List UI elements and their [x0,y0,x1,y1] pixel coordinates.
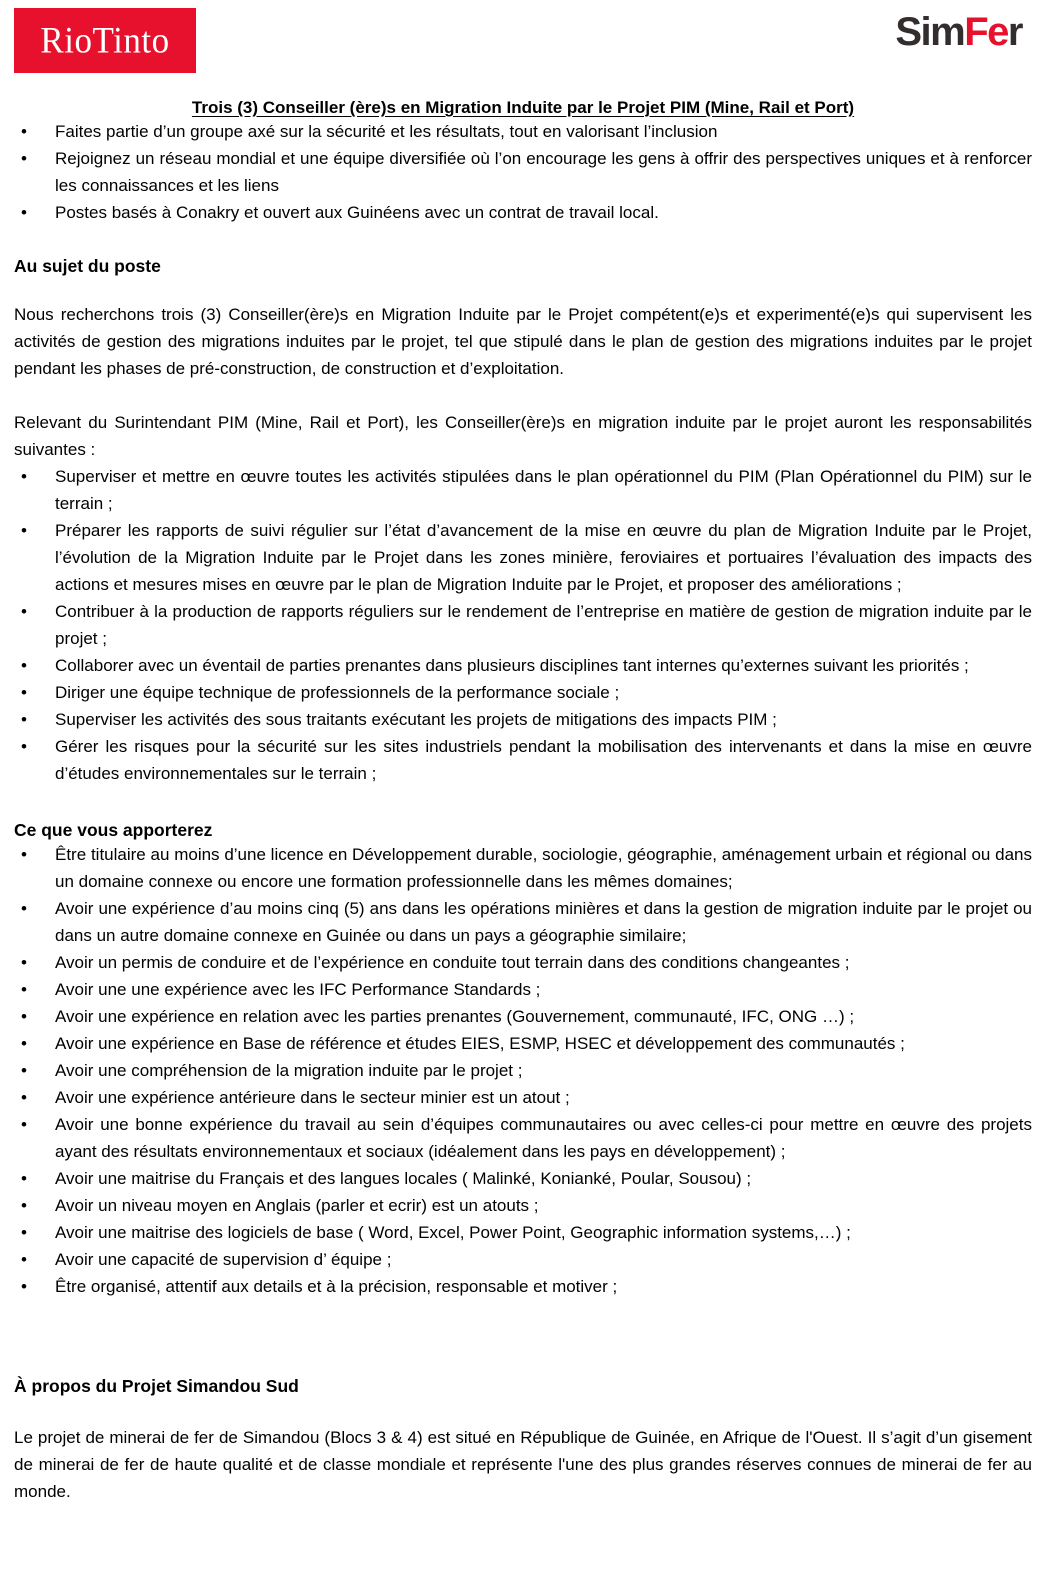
simfer-logo-text-fe: Fe [964,10,1008,54]
simfer-logo-text-sim: Sim [895,10,965,54]
list-item: • Avoir une expérience antérieure dans le secteur minier est un atout ; [14,1084,1032,1111]
list-item: • Avoir une expérience d’au moins cinq (5) ans dans les opérations minières et dans la gestion de migration induite par le projet ou dans un autre domaine connexe en Guinée ou dans un pays a géographie similaire; [14,895,1032,949]
list-item: • Avoir une capacité de supervision d’ équipe ; [14,1246,1032,1273]
list-item: • Collaborer avec un éventail de parties prenantes dans plusieurs disciplines tant internes qu’externes suivant les priorités ; [14,652,1032,679]
section-heading-about-role: Au sujet du poste [14,256,161,276]
list-item: • Être organisé, attentif aux details et à la précision, responsable et motiver ; [14,1273,1032,1300]
list-item: • Faites partie d’un groupe axé sur la sécurité et les résultats, tout en valorisant l’inclusion [14,118,1032,145]
list-item: • Gérer les risques pour la sécurité sur les sites industriels pendant la mobilisation des intervenants et dans la mise en œuvre d’études environnementales sur le terrain ; [14,733,1032,787]
list-item: • Avoir une maitrise des logiciels de base ( Word, Excel, Power Point, Geographic information systems,…) ; [14,1219,1032,1246]
simfer-logo-text-r: r [1007,10,1022,54]
list-item: • Avoir une une expérience avec les IFC Performance Standards ; [14,976,1032,1003]
list-item: • Superviser et mettre en œuvre toutes les activités stipulées dans le plan opérationnel du PIM (Plan Opérationnel du PIM) sur le terrain ; [14,463,1032,517]
list-item: • Avoir une bonne expérience du travail au sein d’équipes communautaires ou avec celles-ci pour mettre en œuvre des projets ayant des résultats environnementaux et sociaux (idéalement dans les pays en développement) ; [14,1111,1032,1165]
about-role-paragraph-1: Nous recherchons trois (3) Conseiller(ère)s en Migration Induite par le Projet compétent(e)s et experimenté(e)s qui supervisent les activités de gestion des migrations induites par le projet, tel que stipulé dans le plan de gestion des migrations induites par le projet pendant les phases de pré-construction, de construction et d’exploitation. [14,305,1032,378]
section-heading-what-you-bring: Ce que vous apporterez [14,820,213,840]
list-item: • Préparer les rapports de suivi régulier sur l’état d’avancement de la mise en œuvre du plan de Migration Induite par le Projet, l’évolution de la Migration Induite par le Projet dans les zones minière, feroviaires et portuaires l’évaluation des impacts des actions et mesures mises en œuvre par le plan de Migration Induite par le Projet, et proposer des améliorations ; [14,517,1032,598]
riotinto-logo-text: RioTinto [40,19,170,61]
list-item: • Avoir un permis de conduire et de l’expérience en conduite tout terrain dans des conditions changeantes ; [14,949,1032,976]
list-item: • Rejoignez un réseau mondial et une équipe diversifiée où l’on encourage les gens à offrir des perspectives uniques et à renforcer les connaissances et les liens [14,145,1032,199]
section-heading-about-project: À propos du Projet Simandou Sud [14,1376,299,1396]
list-item: • Avoir une expérience en Base de référence et études EIES, ESMP, HSEC et développement des communautés ; [14,1030,1032,1057]
simfer-logo [895,12,1022,52]
intro-bullet-list [14,118,1032,226]
list-item: • Contribuer à la production de rapports réguliers sur le rendement de l’entreprise en matière de gestion de migration induite par le projet ; [14,598,1032,652]
about-project-paragraph: Le projet de minerai de fer de Simandou (Blocs 3 & 4) est situé en République de Guinée, en Afrique de l'Ouest. Il s’agit d’un gisement de minerai de fer de haute qualité et de classe mondiale et représente l'une des plus grandes réserves connues de minerai de fer au monde. [14,1428,1032,1501]
what-you-bring-list [14,841,1032,1300]
list-item: • Avoir une expérience en relation avec les parties prenantes (Gouvernement, communauté, IFC, ONG …) ; [14,1003,1032,1030]
list-item: • Postes basés à Conakry et ouvert aux Guinéens avec un contrat de travail local. [14,199,1032,226]
riotinto-logo [14,8,196,73]
list-item: • Avoir une maitrise du Français et des langues locales ( Malinké, Konianké, Poular, Sousou) ; [14,1165,1032,1192]
list-item: • Superviser les activités des sous traitants exécutant les projets de mitigations des impacts PIM ; [14,706,1032,733]
list-item: • Être titulaire au moins d’une licence en Développement durable, sociologie, géographie, aménagement urbain et régional ou dans un domaine connexe ou encore une formation professionnelle dans les mêmes domaines; [14,841,1032,895]
list-item: • Diriger une équipe technique de professionnels de la performance sociale ; [14,679,1032,706]
list-item: • Avoir un niveau moyen en Anglais (parler et ecrir) est un atouts ; [14,1192,1032,1219]
page-title: Trois (3) Conseiller (ère)s en Migration Induite par le Projet PIM (Mine, Rail et Port) [191,98,855,117]
about-role-paragraph-2: Relevant du Surintendant PIM (Mine, Rail et Port), les Conseiller(ère)s en migration induite par le projet auront les responsabilités suivantes : [14,413,1032,459]
list-item: • Avoir une compréhension de la migration induite par le projet ; [14,1057,1032,1084]
responsibilities-list [14,463,1032,787]
header [14,8,1032,73]
